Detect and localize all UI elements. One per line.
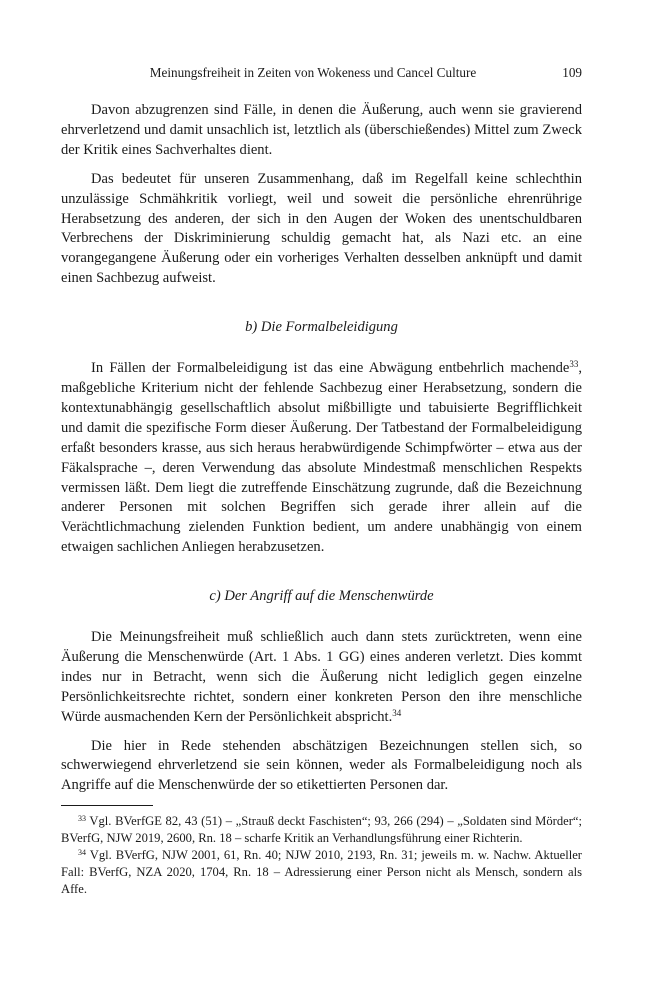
footnote-ref-33[interactable]: 33 <box>569 359 579 370</box>
section-heading-c: c) Der Angriff auf die Menschenwürde <box>209 588 434 605</box>
paragraph-1: Davon abzugrenzen sind Fälle, in denen die Äußerung, auch wenn sie gravierend ehrverletzend und damit unsachlich ist, letztlich als (überschießendes) Mittel zum Zweck der Kritik eines Sachverhaltes dient. <box>61 102 582 158</box>
footnotes <box>61 813 582 898</box>
paragraph-4 <box>61 628 582 728</box>
paragraph-2: Das bedeutet für unseren Zusammenhang, daß im Regelfall keine schlechthin unzulässige Schmähkritik vorliegt, weil und soweit die persönliche ehrenrührige Herabsetzung des anderen, der sich in den Augen der Woken des unentschuldbaren Verbrechens der Diskriminierung schuldig gemacht hat, als Nazi etc. an eine vorangegangene Äußerung oder ein vorheriges Verhalten desselben anknüpft und damit einen Sachbezug aufweist. <box>61 170 582 287</box>
footnote-mark: 34 <box>78 848 86 857</box>
footnote-rule <box>61 805 153 806</box>
paragraph-5: Die hier in Rede stehenden abschätzigen Bezeichnungen stellen sich, so schwerwiegend ehrverletzend sie sein können, weder als Formalbeleidigung noch als Angriffe auf die Menschenwürde der so etikettierten Personen dar. <box>61 737 582 794</box>
footnote-34 <box>61 847 582 898</box>
book-page <box>61 0 582 985</box>
footnote-text: Vgl. BVerfG, NJW 2001, 61, Rn. 40; NJW 2010, 2193, Rn. 31; jeweils m. w. Nachw. Aktueller Fall: BVerfG, NZA 2020, 1704, Rn. 18 – Adressierung einer Person nicht als Mensch, sondern als Affe. <box>61 848 582 896</box>
paragraph-3-text-start: In Fällen der Formalbeleidigung ist das eine Abwägung entbehrlich machende <box>91 360 570 377</box>
paragraph-3 <box>61 359 582 558</box>
footnote-33 <box>61 813 582 847</box>
footnote-ref-34[interactable]: 34 <box>392 707 402 718</box>
paragraph-4-text: Die Meinungsfreiheit muß schließlich auch dann stets zurücktreten, wenn eine Äußerung die Menschenwürde (Art. 1 Abs. 1 GG) eines anderen verletzt. Dies kommt indes nur in Betracht, wenn sich die Äußerung nicht lediglich gegen einzelne Persönlichkeitsrechte richtet, sondern einer konkreten Person den ihre menschliche Würde ausmachenden Kern der Persönlichkeit abspricht. <box>61 629 582 725</box>
running-head <box>61 65 582 85</box>
paragraph-3-text-end: , maßgebliche Kriterium nicht der fehlende Sachbezug einer Herabsetzung, sondern die kontextunabhängig gesellschaftlich absolut mißbilligte und tabuisierte Begrifflichkeit und damit die spezifische Form dieser Äußerung. Der Tatbestand der Formalbeleidigung erfaßt besonders krasse, aus sich heraus herabwürdigende Schimpfwörter – etwa aus der Fäkalsprache –, deren Verwendung das absolute Mindestmaß menschlichen Respekts vermissen läßt. Dem liegt die zutreffende Einschätzung zugrunde, daß die Bezeichnung anderer Personen mit solchen Begriffen sich gerade ihrer allein auf die Verächtlichmachung zielenden Funktion bedient, um andere unabhängig von einem etwaigen sachlichen Anliegen herabzusetzen. <box>61 360 582 556</box>
section-heading-b: b) Die Formalbeleidigung <box>245 319 398 336</box>
running-title: Meinungsfreiheit in Zeiten von Wokeness und Cancel Culture <box>149 65 477 80</box>
body-text <box>61 101 582 805</box>
footnote-mark: 33 <box>78 814 86 823</box>
footnote-text: Vgl. BVerfGE 82, 43 (51) – „Strauß deckt Faschisten“; 93, 266 (294) – „Soldaten sind Mörder“; BVerfG, NJW 2019, 2600, Rn. 18 – scharfe Kritik an Verhandlungsführung einer Richterin. <box>61 814 583 845</box>
page-number: 109 <box>562 65 582 80</box>
